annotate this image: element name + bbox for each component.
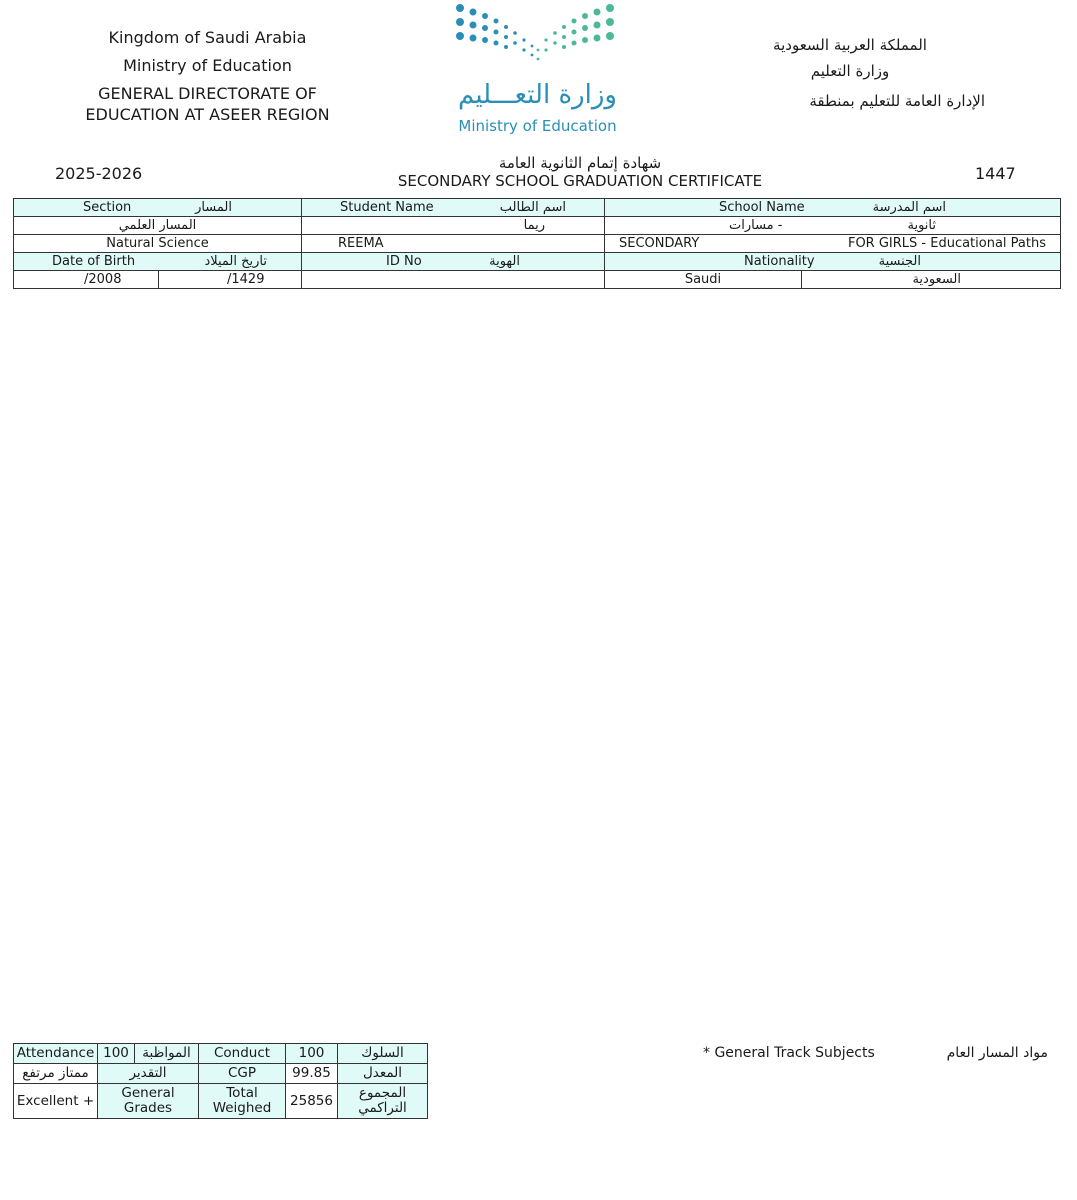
grade-label-en: General Grades — [98, 1084, 199, 1119]
ministry-logo — [440, 0, 640, 145]
cgp-label-ar: المعدل — [338, 1064, 428, 1084]
total-label-ar: المجموع التراكمي — [338, 1084, 428, 1119]
nationality-value-ar-cell — [802, 271, 1061, 289]
school-value-ar-2: - مسارات — [729, 218, 783, 233]
id-header — [302, 253, 605, 271]
student-value-ar: ريما — [523, 218, 545, 233]
id-number-value — [302, 271, 605, 289]
dob-hijri: /1429 — [159, 271, 302, 289]
dob-header — [14, 253, 302, 271]
academic-year: 2025-2026 — [55, 164, 143, 183]
school-value-en-cell — [605, 235, 1061, 253]
conduct-label-en: Conduct — [199, 1044, 286, 1064]
general-track-label-ar: مواد المسار العام — [946, 1045, 1048, 1061]
student-value-en-cell — [302, 235, 605, 253]
section-label-en: Section — [83, 200, 132, 215]
nationality-value-ar: السعودية — [912, 272, 961, 287]
student-label-ar: اسم الطالب — [499, 200, 566, 215]
attendance-label-ar: المواظبة — [135, 1044, 199, 1064]
grades-table — [13, 1043, 428, 1119]
school-label-ar: اسم المدرسة — [872, 200, 946, 215]
section-label-ar: المسار — [195, 200, 232, 215]
school-value-ar-1: ثانوية — [907, 218, 936, 233]
total-label-en: Total Weighed — [199, 1084, 286, 1119]
dob-label-en: Date of Birth — [52, 254, 136, 269]
conduct-label-ar: السلوك — [338, 1044, 428, 1064]
hijri-year: 1447 — [975, 164, 1016, 183]
total-value: 25856 — [286, 1084, 338, 1119]
logo-dots-icon — [440, 0, 640, 75]
ministry-label-ar: وزارة التعليم — [810, 62, 890, 80]
certificate-title-en: SECONDARY SCHOOL GRADUATION CERTIFICATE — [397, 172, 763, 190]
dob-label-ar: تاريخ الميلاد — [204, 254, 267, 269]
kingdom-label-ar: المملكة العربية السعودية — [773, 36, 927, 54]
grade-label-ar: التقدير — [98, 1064, 199, 1084]
section-value-en: Natural Science — [14, 235, 302, 253]
school-value-ar-cell — [605, 217, 1061, 235]
nationality-header — [605, 253, 1061, 271]
conduct-value: 100 — [286, 1044, 338, 1064]
cgp-value: 99.85 — [286, 1064, 338, 1084]
id-label-ar: الهوية — [489, 254, 520, 269]
school-value-en-1: SECONDARY — [619, 236, 700, 251]
directorate-label-ar: الإدارة العامة للتعليم بمنطقة — [809, 92, 985, 110]
nationality-label-en: Nationality — [744, 254, 815, 269]
section-header — [14, 199, 302, 217]
certificate-title-ar: شهادة إتمام الثانوية العامة — [498, 154, 662, 172]
directorate-label: GENERAL DIRECTORATE OF — [98, 84, 317, 103]
school-value-en-2: FOR GIRLS - Educational Paths — [847, 236, 1046, 251]
school-name-header — [605, 199, 1061, 217]
student-value-en: REEMA — [338, 236, 384, 251]
cgp-label-en: CGP — [199, 1064, 286, 1084]
student-label-en: Student Name — [340, 200, 434, 215]
grade-value-en: Excellent + — [14, 1084, 98, 1119]
kingdom-label: Kingdom of Saudi Arabia — [108, 28, 307, 47]
region-label: EDUCATION AT ASEER REGION — [85, 105, 330, 124]
school-label-en: School Name — [719, 200, 805, 215]
id-label-en: ID No — [386, 254, 422, 269]
nationality-label-ar: الجنسية — [878, 254, 921, 269]
student-info-table — [13, 198, 1061, 289]
logo-text-ar: وزارة التعـــليم — [458, 80, 617, 110]
grade-value-ar: ممتاز مرتفع — [14, 1064, 98, 1084]
logo-text-en: Ministry of Education — [458, 117, 617, 135]
student-value-ar-cell — [302, 217, 605, 235]
dob-gregorian: /2008 — [14, 271, 159, 289]
student-name-header — [302, 199, 605, 217]
section-value-ar: المسار العلمي — [14, 217, 302, 235]
general-track-label-en: * General Track Subjects — [703, 1045, 875, 1061]
attendance-value: 100 — [98, 1044, 135, 1064]
attendance-label-en: Attendance — [14, 1044, 98, 1064]
nationality-value-en: Saudi — [605, 271, 802, 289]
ministry-label: Ministry of Education — [123, 56, 292, 75]
